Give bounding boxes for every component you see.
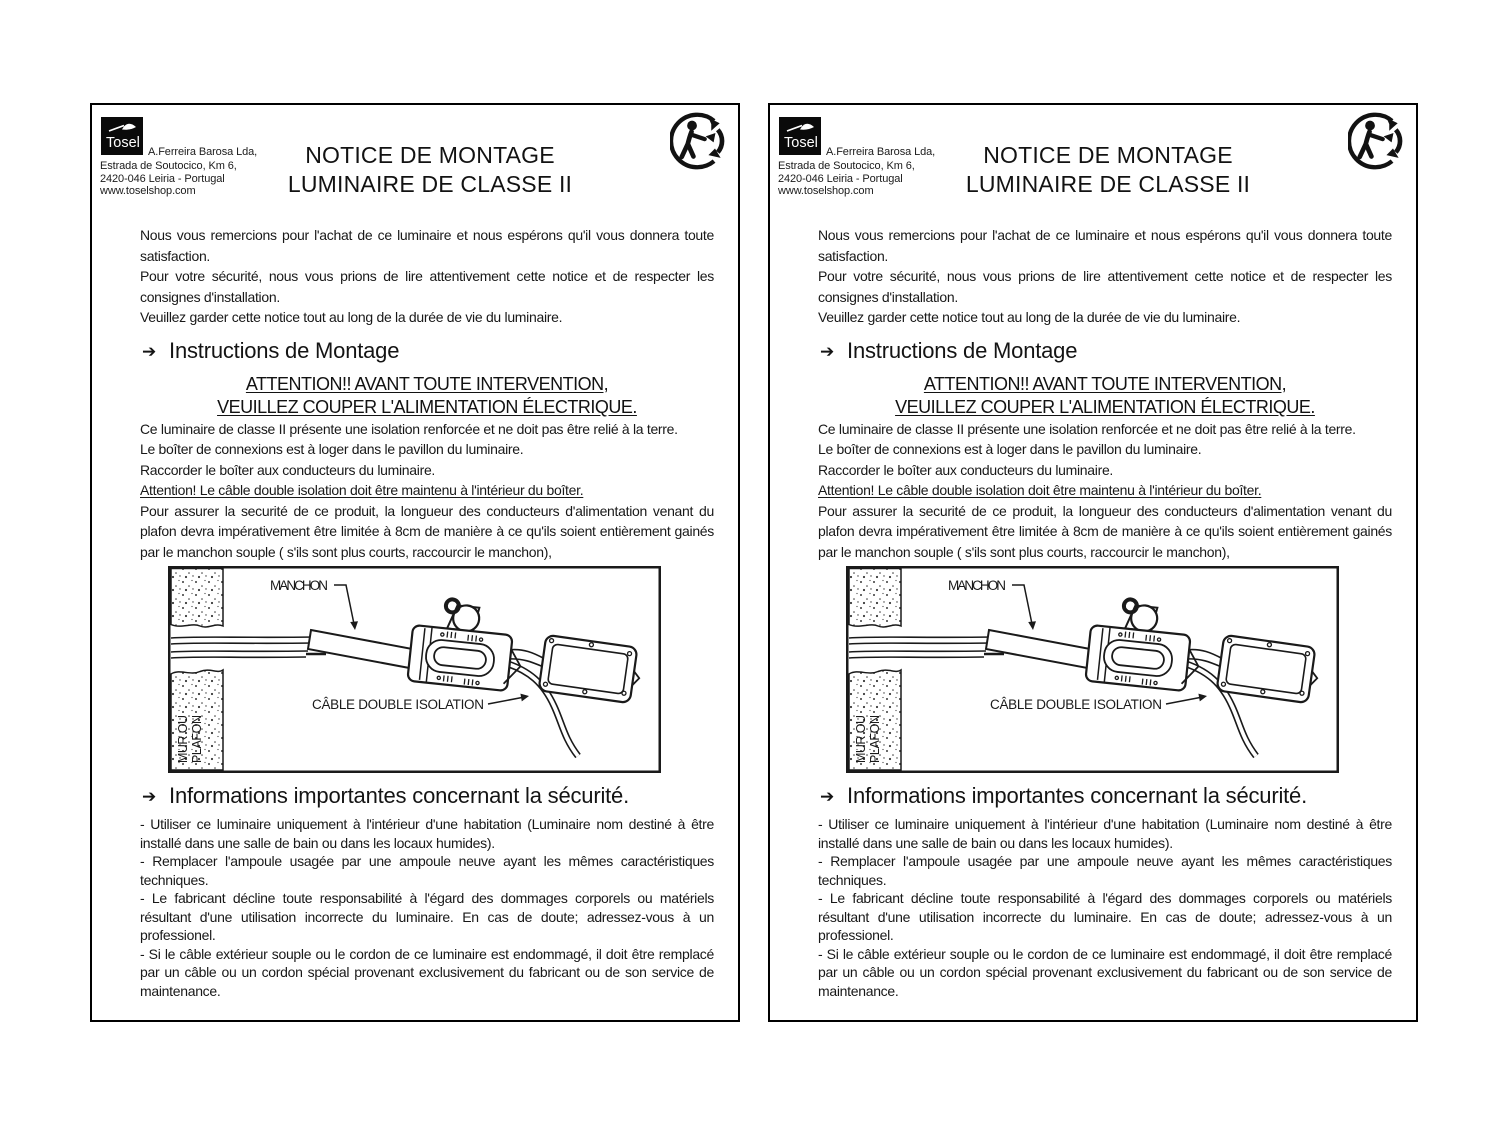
safety-item: - Remplacer l'ampoule usagée par une ampoule neuve ayant les mêmes caractéristiques techniques.: [140, 853, 714, 888]
cover-box: [1217, 635, 1322, 704]
mounting-body-line-2: Le boîter de connexions est à loger dans le pavillon du luminaire.: [140, 441, 524, 457]
arrow-bullet-icon: ➔: [820, 341, 835, 361]
cover-box: [539, 635, 644, 704]
safety-list: [140, 815, 714, 1000]
attention-note: Attention! Le câble double isolation doit être maintenu à l'intérieur du boîter.: [818, 482, 1262, 498]
page-title-line2: LUMINAIRE DE CLASSE II: [965, 171, 1251, 197]
sleeve-label-text: MANCHON: [948, 578, 1006, 593]
safety-item: - Remplacer l'ampoule usagée par une ampoule neuve ayant les mêmes caractéristiques techniques.: [818, 853, 1392, 888]
notice-sheet: [92, 105, 738, 1000]
safety-item: - Le fabricant décline toute responsabilité à l'égard des dommages corporels ou matériels résultant d'une utilisation incorrecte du luminaire. En cas de doute; adressez-vous à un professionel.: [140, 890, 714, 943]
intro-paragraph-1: Nous vous remercions pour l'achat de ce luminaire et nous espérons qu'il vous donnera toute satisfaction.: [140, 227, 714, 264]
address-line-4: www.toselshop.com: [778, 185, 874, 197]
wall-label-line2: PLAFON: [868, 715, 882, 763]
panel-header: [92, 105, 738, 225]
intro-paragraph-2: Pour votre sécurité, nous vous prions de lire attentivement cette notice et de respecter les consignes d'installation.: [818, 268, 1392, 305]
sleeve-note: Pour assurer la securité de ce produit, la longueur des conducteurs d'alimentation venant du plafon devra impérativement être limitée à 8cm de manière à ce qu'ils soient entièrement gainés par le manchon souple ( s'ils sont plus courts, raccourcir le manchon),: [140, 502, 714, 560]
address-line-1: A.Ferreira Barosa Lda,: [148, 146, 258, 158]
page-title: [770, 141, 1416, 199]
panel-content: [770, 225, 1416, 1000]
section-heading-safety: [818, 781, 1392, 810]
section-heading-safety-label: Informations importantes concernant la sécurité.: [169, 783, 630, 808]
mounting-body-line-2: Le boîter de connexions est à loger dans le pavillon du luminaire.: [818, 441, 1202, 457]
address-line-2: Estrada de Soutocico, Km 6,: [100, 160, 237, 172]
warning-line-2: VEUILLEZ COUPER L'ALIMENTATION ÉLECTRIQUE.: [217, 396, 637, 417]
section-heading-mounting: [140, 336, 714, 365]
warning-line-2: VEUILLEZ COUPER L'ALIMENTATION ÉLECTRIQUE.: [895, 396, 1315, 417]
safety-item: - Le fabricant décline toute responsabilité à l'égard des dommages corporels ou matériels résultant d'une utilisation incorrecte du luminaire. En cas de doute; adressez-vous à un professionel.: [818, 890, 1392, 943]
mounting-body-line-1: Ce luminaire de classe II présente une isolation renforcée et ne doit pas être relié à la terre.: [818, 420, 1356, 437]
page-title: [92, 141, 738, 199]
safety-item: - Si le câble extérieur souple ou le cordon de ce luminaire est endommagé, il doit être remplacé par un câble ou un cordon spécial provenant exclusivement du fabricant ou de son service de maintenance.: [818, 945, 1392, 999]
installation-diagram: [846, 566, 1339, 773]
page-title-line1: NOTICE DE MONTAGE: [305, 142, 555, 168]
logo-text: Tosel: [106, 135, 140, 151]
warning-line-1: ATTENTION!! AVANT TOUTE INTERVENTION,: [923, 373, 1287, 394]
warning-text: [818, 373, 1392, 419]
section-heading-safety: [140, 781, 714, 810]
page-title-line2: LUMINAIRE DE CLASSE II: [287, 171, 573, 197]
triman-recycling-icon: [1348, 111, 1408, 171]
notice-page-left: [90, 103, 740, 1022]
sleeve-label-text: MANCHON: [270, 578, 328, 593]
attention-note: Attention! Le câble double isolation doit être maintenu à l'intérieur du boîter.: [140, 482, 584, 498]
intro-paragraph-2: Pour votre sécurité, nous vous prions de lire attentivement cette notice et de respecter les consignes d'installation.: [140, 268, 714, 305]
arrow-bullet-icon: ➔: [820, 787, 835, 806]
safety-item: - Utiliser ce luminaire uniquement à l'intérieur d'une habitation (Luminaire nom destiné à être installé dans une salle de bain ou dans les locaux humides).: [818, 816, 1392, 851]
section-heading-mounting-label: Instructions de Montage: [847, 337, 1078, 363]
address-line-4: www.toselshop.com: [100, 185, 196, 197]
warning-text: [140, 373, 714, 419]
wall-label-line1: MUR OU: [176, 715, 190, 763]
safety-list: [818, 815, 1392, 1000]
safety-item: - Si le câble extérieur souple ou le cordon de ce luminaire est endommagé, il doit être remplacé par un câble ou un cordon spécial provenant exclusivement du fabricant ou de son service de maintenance.: [140, 945, 714, 999]
section-heading-mounting: [818, 336, 1392, 365]
installation-diagram: [168, 566, 661, 773]
intro-paragraph-3: Veuillez garder cette notice tout au long de la durée de vie du luminaire.: [818, 309, 1241, 325]
notice-page-right: [768, 103, 1418, 1022]
address-line-2: Estrada de Soutocico, Km 6,: [778, 160, 915, 172]
address-line-1: A.Ferreira Barosa Lda,: [826, 146, 936, 158]
section-heading-safety-label: Informations importantes concernant la sécurité.: [847, 783, 1308, 808]
page-title-line1: NOTICE DE MONTAGE: [983, 142, 1233, 168]
warning-line-1: ATTENTION!! AVANT TOUTE INTERVENTION,: [245, 373, 609, 394]
cable-label-text: CÂBLE DOUBLE ISOLATION: [990, 697, 1162, 712]
mounting-body-line-3: Raccorder le boîter aux conducteurs du luminaire.: [140, 461, 436, 478]
arrow-bullet-icon: ➔: [142, 787, 157, 806]
intro-paragraph-3: Veuillez garder cette notice tout au long de la durée de vie du luminaire.: [140, 309, 563, 325]
intro-paragraph-1: Nous vous remercions pour l'achat de ce luminaire et nous espérons qu'il vous donnera toute satisfaction.: [818, 227, 1392, 264]
logo-text: Tosel: [784, 135, 818, 151]
wall-label-line1: MUR OU: [854, 715, 868, 763]
arrow-bullet-icon: ➔: [142, 341, 157, 361]
wall-label-line2: PLAFON: [190, 715, 204, 763]
panel-content: [92, 225, 738, 1000]
cable-label-text: CÂBLE DOUBLE ISOLATION: [312, 697, 484, 712]
address-line-3: 2420-046 Leiria - Portugal: [778, 172, 903, 185]
panel-header: [770, 105, 1416, 225]
sleeve-note: Pour assurer la securité de ce produit, la longueur des conducteurs d'alimentation venant du plafon devra impérativement être limitée à 8cm de manière à ce qu'ils soient entièrement gainés par le manchon souple ( s'ils sont plus courts, raccourcir le manchon),: [818, 502, 1392, 560]
safety-item: - Utiliser ce luminaire uniquement à l'intérieur d'une habitation (Luminaire nom destiné à être installé dans une salle de bain ou dans les locaux humides).: [140, 816, 714, 851]
mounting-body-line-1: Ce luminaire de classe II présente une isolation renforcée et ne doit pas être relié à la terre.: [140, 420, 678, 437]
mounting-body-line-3: Raccorder le boîter aux conducteurs du luminaire.: [818, 461, 1114, 478]
notice-sheet: [770, 105, 1416, 1000]
triman-recycling-icon: [670, 111, 730, 171]
section-heading-mounting-label: Instructions de Montage: [169, 337, 400, 363]
address-line-3: 2420-046 Leiria - Portugal: [100, 172, 225, 185]
